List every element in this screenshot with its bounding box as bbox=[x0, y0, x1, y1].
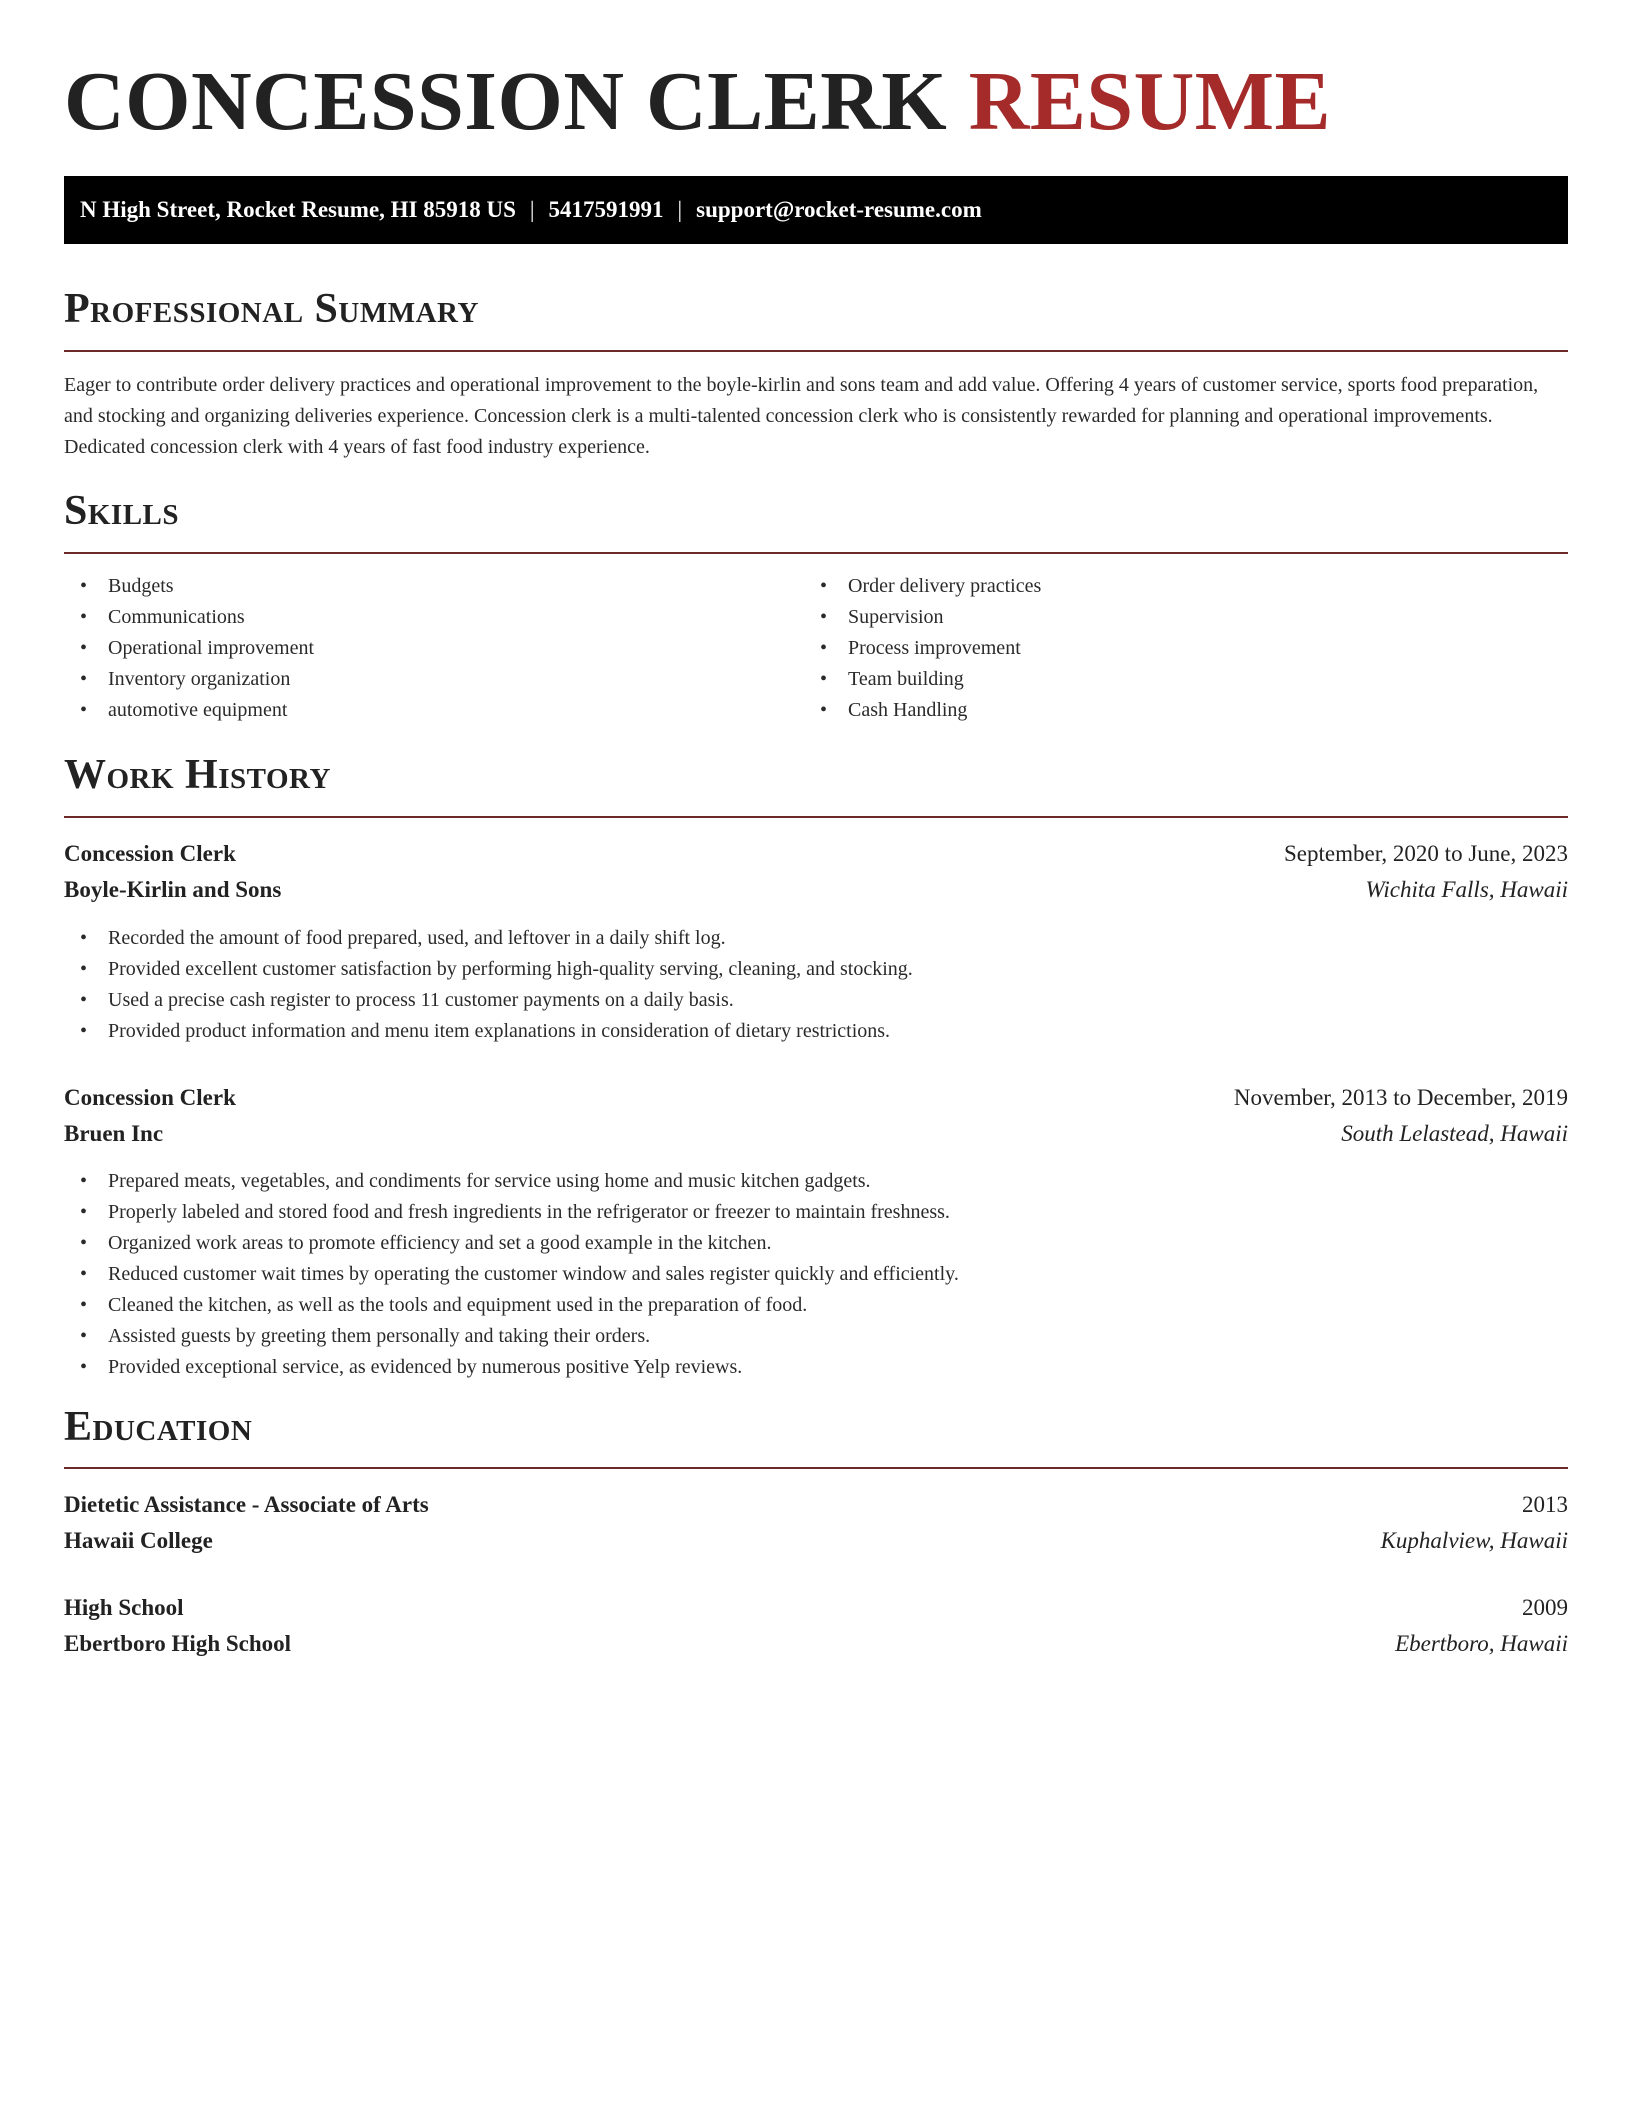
section-divider bbox=[64, 1467, 1568, 1469]
job-bullet: • Provided exceptional service, as evidenced by numerous positive Yelp reviews. bbox=[64, 1352, 1568, 1383]
education-school: Ebertboro High School bbox=[64, 1631, 292, 1656]
job-title: Concession Clerk bbox=[64, 1085, 236, 1110]
education-school: Hawaii College bbox=[64, 1528, 213, 1553]
title-accent: RESUME bbox=[968, 55, 1332, 148]
job-bullet: • Recorded the amount of food prepared, used, and leftover in a daily shift log. bbox=[64, 923, 1568, 954]
resume-title bbox=[64, 52, 1331, 153]
education-entry bbox=[64, 1487, 1568, 1559]
job-bullet: • Organized work areas to promote efficiency and set a good example in the kitchen. bbox=[64, 1228, 1568, 1259]
job-bullet: • Properly labeled and stored food and fresh ingredients in the refrigerator or freezer to maintain freshness. bbox=[64, 1197, 1568, 1228]
job-title: Concession Clerk bbox=[64, 841, 236, 866]
skills-heading: Skills bbox=[64, 488, 180, 534]
job-dates: November, 2013 to December, 2019 bbox=[1233, 1085, 1568, 1110]
contact-phone: 5417591991 bbox=[548, 197, 664, 222]
contact-separator: | bbox=[529, 197, 535, 222]
job-bullets bbox=[64, 923, 1568, 1047]
work-history-heading: Work History bbox=[64, 752, 331, 798]
skills-list-left bbox=[64, 571, 804, 726]
summary-text: Eager to contribute order delivery practices and operational improvement to the boyle-kirlin and sons team and add value. Offering 4 years of customer service, sports food preparation, and stocking and organizing deliveries experience. Concession clerk is a multi-talented concession clerk who is consistently rewarded for planning and operational improvements. Dedicated concession clerk with 4 years of fast food industry experience. bbox=[64, 374, 1539, 458]
contact-separator: | bbox=[677, 197, 683, 222]
skill-item: • Inventory organization bbox=[64, 664, 804, 695]
skill-item: • Operational improvement bbox=[64, 633, 804, 664]
skill-item: • Process improvement bbox=[804, 633, 1568, 664]
education-year: 2013 bbox=[1522, 1492, 1568, 1517]
education-degree: Dietetic Assistance - Associate of Arts bbox=[64, 1492, 429, 1517]
skills-list-right bbox=[804, 571, 1568, 726]
section-divider bbox=[64, 816, 1568, 818]
job-bullet: • Provided excellent customer satisfaction by performing high-quality serving, cleaning, and stocking. bbox=[64, 954, 1568, 985]
job-bullet: • Used a precise cash register to process 11 customer payments on a daily basis. bbox=[64, 985, 1568, 1016]
education-location: Kuphalview, Hawaii bbox=[1380, 1528, 1568, 1553]
skill-item: • automotive equipment bbox=[64, 695, 804, 726]
education-entry bbox=[64, 1590, 1568, 1662]
contact-email: support@rocket-resume.com bbox=[696, 197, 982, 222]
job-header bbox=[64, 836, 1568, 908]
title-main: CONCESSION CLERK bbox=[64, 55, 948, 148]
skill-item: • Budgets bbox=[64, 571, 804, 602]
skill-item: • Supervision bbox=[804, 602, 1568, 633]
education-location: Ebertboro, Hawaii bbox=[1395, 1631, 1568, 1656]
job-location: South Lelastead, Hawaii bbox=[1341, 1121, 1568, 1146]
education-year: 2009 bbox=[1522, 1595, 1568, 1620]
job-bullet: • Assisted guests by greeting them personally and taking their orders. bbox=[64, 1321, 1568, 1352]
contact-bar bbox=[64, 176, 1568, 244]
skill-item: • Team building bbox=[804, 664, 1568, 695]
job-company: Bruen Inc bbox=[64, 1121, 164, 1146]
job-location: Wichita Falls, Hawaii bbox=[1365, 877, 1568, 902]
section-divider bbox=[64, 552, 1568, 554]
job-dates: September, 2020 to June, 2023 bbox=[1284, 841, 1568, 866]
job-bullets bbox=[64, 1166, 1568, 1383]
job-bullet: • Cleaned the kitchen, as well as the tools and equipment used in the preparation of food. bbox=[64, 1290, 1568, 1321]
education-heading: Education bbox=[64, 1404, 253, 1450]
job-bullet: • Reduced customer wait times by operating the customer window and sales register quickly and efficiently. bbox=[64, 1259, 1568, 1290]
skill-item: • Communications bbox=[64, 602, 804, 633]
job-header bbox=[64, 1080, 1568, 1152]
job-bullet: • Provided product information and menu item explanations in consideration of dietary restrictions. bbox=[64, 1016, 1568, 1047]
contact-address: N High Street, Rocket Resume, HI 85918 US bbox=[80, 197, 516, 222]
skill-item: • Order delivery practices bbox=[804, 571, 1568, 602]
skill-item: • Cash Handling bbox=[804, 695, 1568, 726]
job-bullet: • Prepared meats, vegetables, and condiments for service using home and music kitchen gadgets. bbox=[64, 1166, 1568, 1197]
education-degree: High School bbox=[64, 1595, 184, 1620]
job-company: Boyle-Kirlin and Sons bbox=[64, 877, 282, 902]
summary-heading: Professional Summary bbox=[64, 286, 479, 332]
section-divider bbox=[64, 350, 1568, 352]
